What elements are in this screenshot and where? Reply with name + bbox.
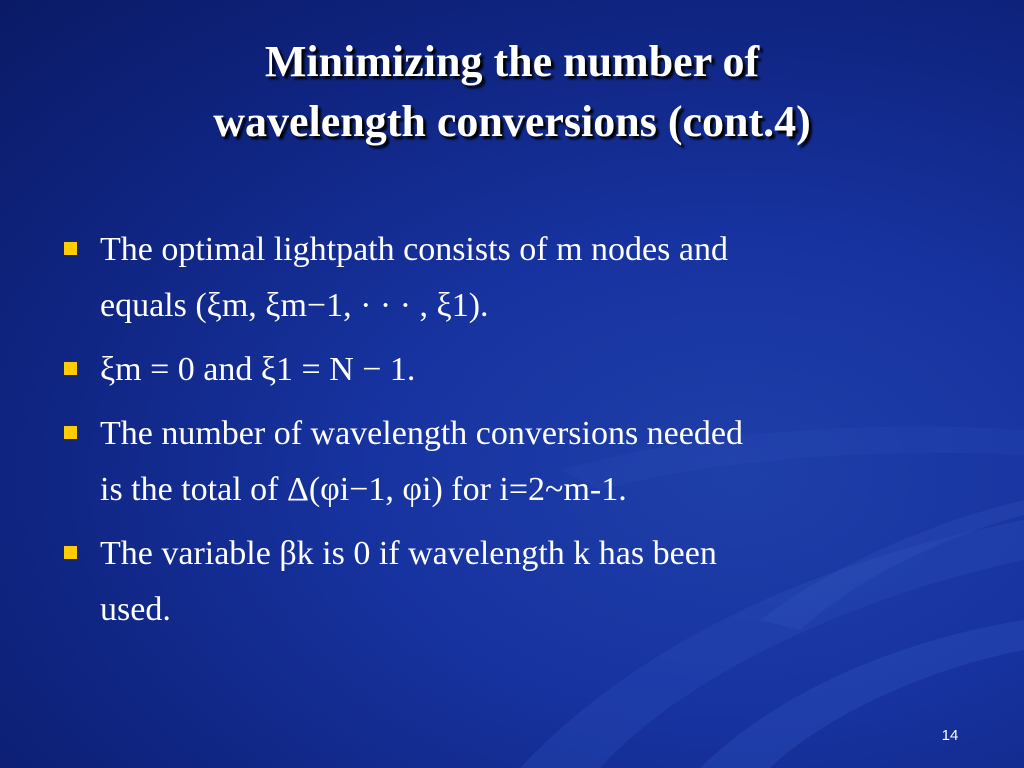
bullet-text-line: The number of wavelength conversions needed (100, 415, 743, 452)
bullet-text-line: equals (ξm, ξm−1, · · · , ξ1). (100, 287, 489, 324)
bullet-text-line: The optimal lightpath consists of m nodes and (100, 231, 728, 268)
bullet-text-line: used. (100, 591, 171, 628)
bullet-list (62, 222, 962, 646)
slide-number: 14 (941, 727, 959, 744)
bullet-text-line: ξm = 0 and ξ1 = N − 1. (100, 351, 416, 388)
square-bullet-icon (64, 546, 77, 559)
square-bullet-icon (64, 362, 77, 375)
bullet-item (62, 406, 962, 518)
bullet-text-line: is the total of Δ(φi−1, φi) for i=2~m-1. (100, 471, 627, 508)
title-line: wavelength conversions (cont.4) (213, 97, 811, 146)
bullet-text-line: The variable βk is 0 if wavelength k has been (100, 535, 717, 572)
square-bullet-icon (64, 242, 77, 255)
bullet-item (62, 222, 962, 334)
slide-title (60, 32, 964, 152)
title-line: Minimizing the number of (264, 37, 760, 86)
bullet-item (62, 526, 962, 638)
bullet-item (62, 342, 962, 398)
square-bullet-icon (64, 426, 77, 439)
